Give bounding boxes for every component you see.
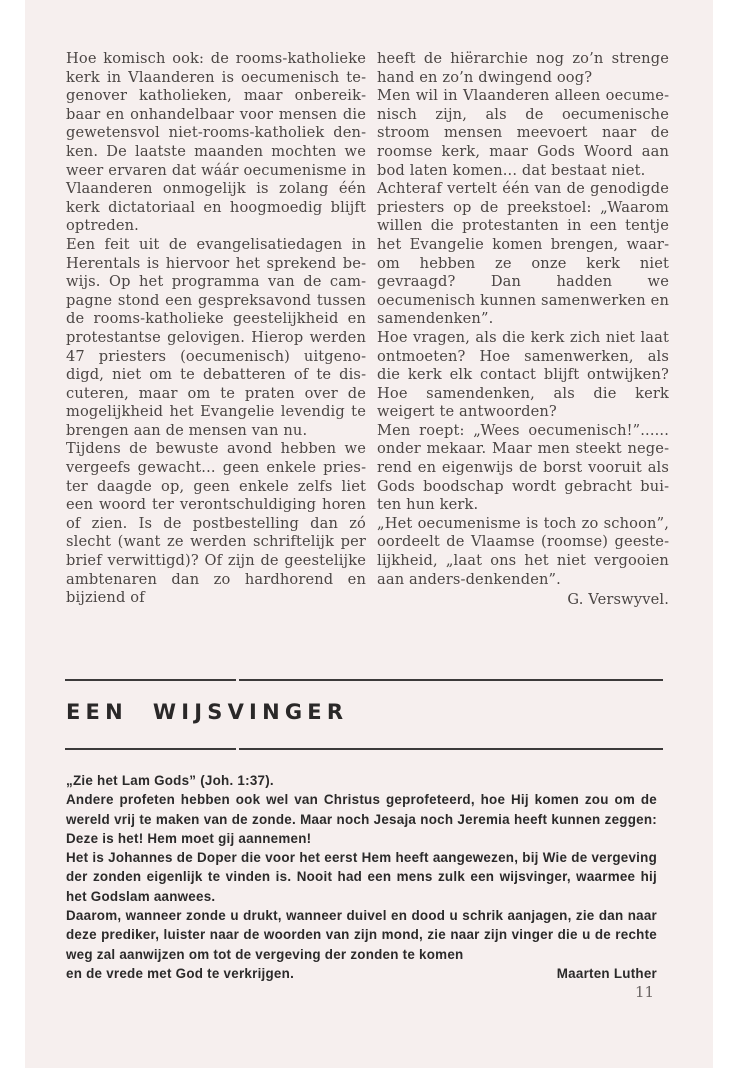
section-paragraph: „Zie het Lam Gods” (Joh. 1:37).: [66, 773, 274, 788]
section-author: Maarten Luther: [556, 965, 657, 981]
rule-segment-right: [239, 748, 663, 750]
article-paragraph: Men roept: „Wees oecumenisch!”...... onder mekaar. Maar men steekt negerend en eigenwijs de borst vooruit als Gods boodschap wordt gebracht buiten hun kerk.: [377, 421, 669, 514]
section-last-line: en de vrede met God te verkrijgen.: [66, 965, 295, 981]
section-body: [66, 771, 657, 983]
article-paragraph: Men wil in Vlaanderen alleen oecumenisch zijn, als de oecumenische stroom mensen meevoert naar de roomse kerk, maar Gods Woord aan bod laten komen... dat bestaat niet.: [377, 87, 669, 179]
article-left-column: [66, 50, 366, 608]
article-paragraph: „Het oecumenisme is toch zo schoon”, oordeelt de Vlaamse (roomse) geestelijkheid, „laat ons het niet vergooien aan anders-denkenden”.: [377, 514, 669, 588]
section-closing-line: [66, 964, 657, 983]
rule-segment-left: [65, 748, 236, 750]
article-signature: G. Verswyvel.: [567, 591, 669, 609]
article-paragraph: Een feit uit de evangelisatiedagen in Herentals is hiervoor het sprekend bewijs. Op het programma van de campagne stond een gespreksavond tussen de rooms-katholieke geestelijkheid en protestantse gelovigen. Hierop werden 47 priesters (oecumenisch) uitgenodigd, niet om te debatteren of te discuteren, maar om te praten over de mogelijkheid het Evangelie levendig te brengen aan de mensen van nu.: [66, 235, 366, 439]
section-paragraph: Daarom, wanneer zonde u drukt, wanneer duivel en dood u schrik aanjagen, zie dan naar deze prediker, luister naar de woorden van zijn mond, zie naar zijn vinger die u de rechte weg zal aanwijzen om tot de vergeving der zonden te komen: [66, 908, 657, 962]
section-rule-top: [65, 679, 665, 681]
article-paragraph: Hoe komisch ook: de rooms-katholieke kerk in Vlaanderen is oecumenisch tegenover katholieken, maar onbereikbaar en onhandelbaar voor mensen die gewetensvol niet-rooms-katholiek denken. De laatste maanden mochten we weer ervaren dat wáár oecumenisme in Vlaanderen onmogelijk is zolang één kerk dictatoriaal en hoogmoedig blijft optreden.: [66, 50, 366, 235]
section-title: EEN WIJSVINGER: [66, 700, 349, 724]
rule-segment-left: [65, 679, 236, 681]
article-paragraph: Hoe vragen, als die kerk zich niet laat ontmoeten? Hoe samenwerken, als die kerk elk contact blijft ontwijken? Hoe samendenken, als die kerk weigert te antwoorden?: [377, 328, 669, 421]
section-paragraph: Andere profeten hebben ook wel van Christus geprofeteerd, hoe Hij komen zou om de wereld vrij te maken van de zonde. Maar noch Jesaja noch Jeremia heeft kunnen zeggen: Deze is het! Hem moet gij aannemen!: [66, 792, 657, 846]
page-number: 11: [635, 983, 655, 1001]
rule-segment-right: [239, 679, 663, 681]
document-page: [25, 0, 713, 1068]
article-paragraph: heeft de hiërarchie nog zo’n strenge hand en zo’n dwingend oog?: [377, 50, 669, 86]
article-right-column: [377, 50, 669, 610]
section-rule-bottom: [65, 748, 665, 750]
section-paragraph: Het is Johannes de Doper die voor het eerst Hem heeft aangewezen, bij Wie de vergeving der zonden eigenlijk te vinden is. Nooit had een mens zulk een wijsvinger, waarmee hij het Godslam aanwees.: [66, 850, 657, 904]
article-paragraph: Achteraf vertelt één van de genodigde priesters op de preekstoel: „Waarom willen die protestanten in een tentje het Evangelie komen brengen, waarom hebben ze onze kerk niet gevraagd? Dan hadden we oecumenisch kunnen samenwerken en samendenken”.: [377, 180, 669, 328]
article-paragraph: Tijdens de bewuste avond hebben we vergeefs gewacht... geen enkele priester daagde op, geen enkele zelfs liet een woord ter verontschuldiging horen of zien. Is de postbestelling dan zó slecht (want ze werden schriftelijk per brief verwittigd)? Of zijn de geestelijke ambtenaren dan zo hardhorend en bijziend of: [66, 440, 366, 607]
